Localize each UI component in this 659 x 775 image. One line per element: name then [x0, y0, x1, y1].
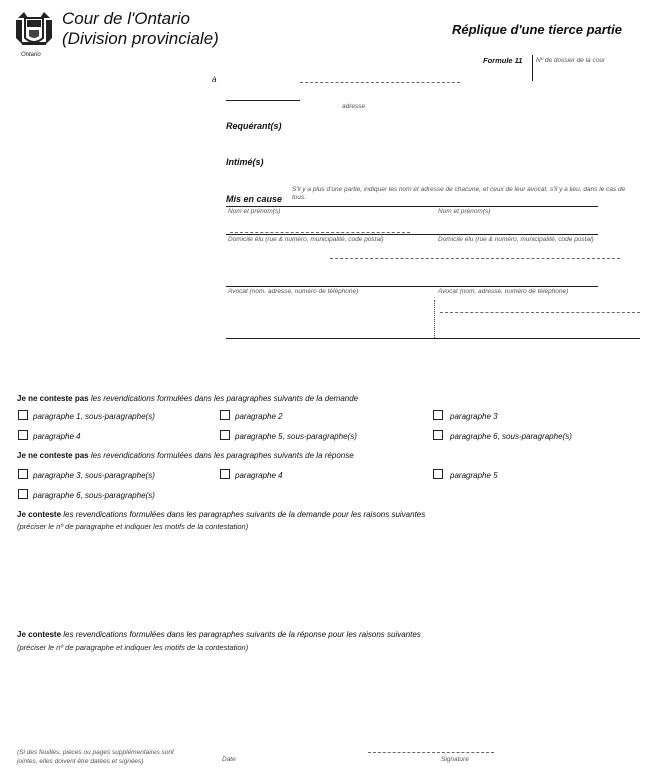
s2-checkbox-4[interactable]: [18, 489, 28, 499]
section-4-lead: Je conteste: [17, 630, 62, 639]
footer-note-line-1: (Si des feuilles, pièces ou pages supplémentaires sont: [17, 749, 174, 756]
s1-checkbox-3[interactable]: [433, 410, 443, 420]
s1-checkbox-5[interactable]: [220, 430, 230, 440]
section-4-text: les revendications formulées dans les paragraphes suivants de la réponse pour les raisons suivantes: [63, 630, 421, 639]
address-row-line: [226, 234, 598, 235]
s2-option-2: paragraphe 4: [235, 471, 283, 480]
section-1-heading: [17, 394, 358, 403]
footer-note-line-2: jointes, elles doivent être datées et signées): [17, 758, 144, 765]
s1-option-1: paragraphe 1, sous-paragraphe(s): [33, 412, 155, 421]
date-line[interactable]: [368, 752, 494, 753]
address-entry-line[interactable]: [230, 232, 410, 233]
signature-label: Signature: [441, 756, 469, 763]
section-2-lead-tail: pas: [74, 451, 89, 460]
section-4-response-area[interactable]: [17, 657, 637, 737]
court-file-label: Nº de dossier de la cour: [536, 57, 606, 64]
ontario-coat-of-arms-logo: [14, 8, 54, 50]
s1-option-4: paragraphe 4: [33, 432, 81, 441]
s2-checkbox-1[interactable]: [18, 469, 28, 479]
field-name-left: Nom et prénom(s): [228, 208, 281, 215]
s1-option-3: paragraphe 3: [450, 412, 498, 421]
lawyer-entry-line[interactable]: [330, 258, 620, 259]
field-lawyer-left: Avocat (nom, adresse, numéro de téléphone): [228, 288, 359, 295]
section-4-heading: [17, 630, 421, 639]
lawyer-row-line: [226, 286, 598, 287]
address-label: adresse: [342, 103, 366, 110]
logo-caption: Ontario: [21, 52, 41, 58]
file-number-divider: [532, 55, 533, 81]
mis-en-cause-note: S'il y a plus d'une partie, indiquer les nom et adresse de chacune, et ceux de leur avocat, s'il y a lieu, dans le cas de tous.: [292, 186, 626, 201]
s1-checkbox-4[interactable]: [18, 430, 28, 440]
intime-label: Intimé(s): [226, 157, 264, 167]
mis-en-cause-label: Mis en cause: [226, 194, 283, 204]
addressee-name-line[interactable]: [226, 100, 300, 101]
s2-checkbox-2[interactable]: [220, 469, 230, 479]
field-name-right: Nom et prénom(s): [438, 208, 491, 215]
date-label: Date: [222, 756, 236, 763]
section-3-heading: [17, 510, 425, 519]
field-lawyer-right: Avocat (nom, adresse, numéro de téléphone): [438, 288, 569, 295]
s1-checkbox-1[interactable]: [18, 410, 28, 420]
requerant-label: Requérant(s): [226, 121, 282, 131]
s1-checkbox-2[interactable]: [220, 410, 230, 420]
field-address-left: Domicile élu (rue & numéro, municipalité, code postal): [228, 236, 384, 243]
s2-checkbox-3[interactable]: [433, 469, 443, 479]
s2-option-3: paragraphe 5: [450, 471, 498, 480]
section-2-text: les revendications formulées dans les paragraphes suivants de la réponse: [90, 451, 354, 460]
s2-option-4: paragraphe 6, sous-paragraphe(s): [33, 491, 155, 500]
court-name-line-1: Cour de l'Ontario: [62, 9, 190, 28]
s1-option-5: paragraphe 5, sous-paragraphe(s): [235, 432, 357, 441]
section-3-response-area[interactable]: [17, 536, 637, 622]
section-2-lead: Je ne conteste: [17, 451, 73, 460]
addressee-prefix: à: [212, 75, 217, 84]
section-4-hint: (préciser le nº de paragraphe et indiquer les motifs de la contestation): [17, 643, 249, 652]
section-3-text: les revendications formulées dans les paragraphes suivants de la demande pour les raisons suivantes: [63, 510, 426, 519]
section-1-lead: Je ne conteste: [17, 394, 73, 403]
party-column-divider: [434, 300, 435, 338]
party-table-bottom-line: [226, 338, 640, 339]
s1-option-6: paragraphe 6, sous-paragraphe(s): [450, 432, 572, 441]
addressee-line[interactable]: [300, 82, 460, 83]
form-title: Réplique d'une tierce partie: [452, 22, 622, 37]
s2-option-1: paragraphe 3, sous-paragraphe(s): [33, 471, 155, 480]
party-table-top-line: [226, 206, 598, 207]
s1-option-2: paragraphe 2: [235, 412, 283, 421]
lawyer-detail-line[interactable]: [440, 312, 640, 313]
section-2-heading: [17, 451, 354, 460]
form-number: Formule 11: [483, 56, 523, 65]
section-3-lead: Je conteste: [17, 510, 62, 519]
section-3-hint: (préciser le nº de paragraphe et indiquer les motifs de la contestation): [17, 522, 249, 531]
field-address-right: Domicile élu (rue & numéro, municipalité, code postal): [438, 236, 594, 243]
s1-checkbox-6[interactable]: [433, 430, 443, 440]
court-name-line-2: (Division provinciale): [62, 29, 219, 48]
section-1-lead-tail: pas: [74, 394, 89, 403]
section-1-text: les revendications formulées dans les paragraphes suivants de la demande: [90, 394, 359, 403]
